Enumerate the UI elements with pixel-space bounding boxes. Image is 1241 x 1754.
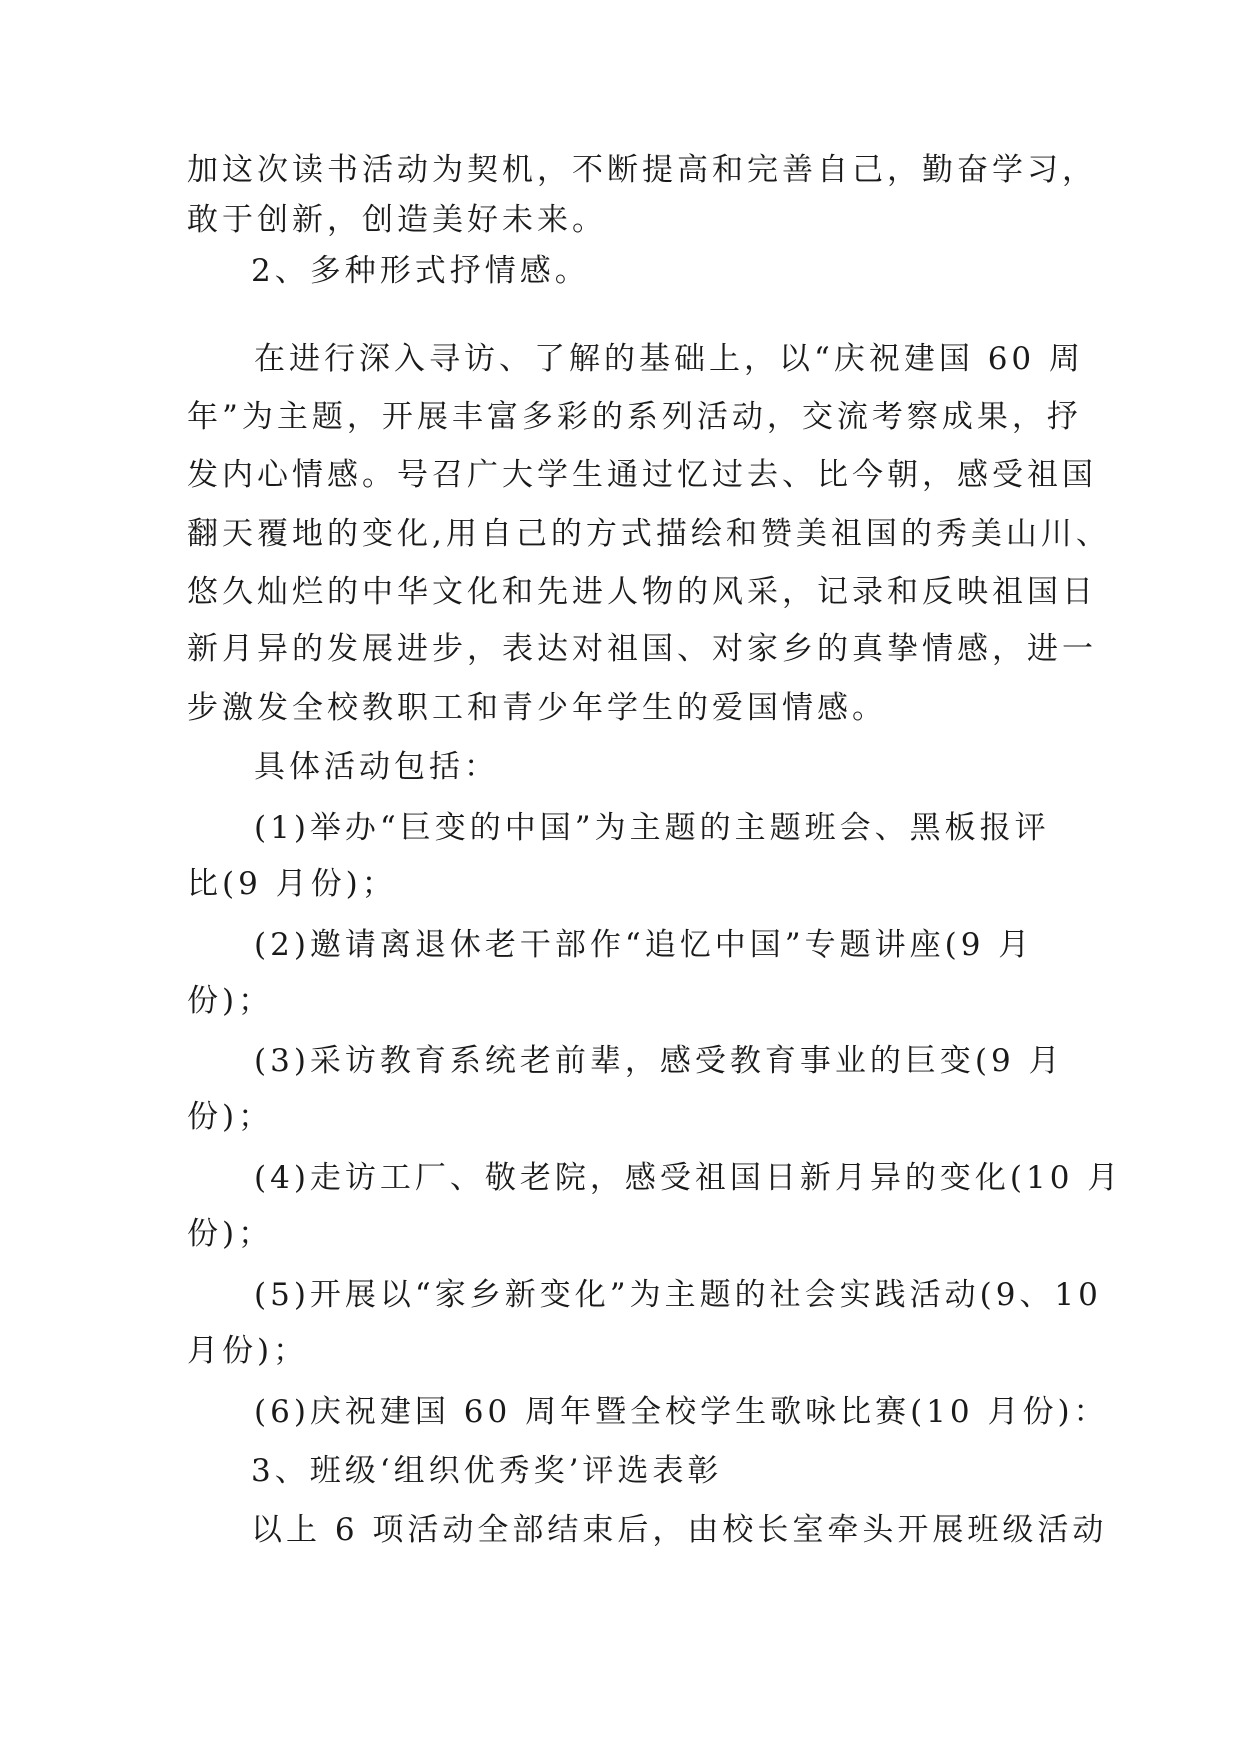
section-heading: 3、班级‘组织优秀奖’评选表彰 (251, 1453, 723, 1489)
list-item-continuation: 份)； (187, 983, 274, 1019)
text-line: 翻天覆地的变化,用自己的方式描绘和赞美祖国的秀美山川、 (187, 516, 1111, 552)
list-item-continuation: 月份)； (187, 1333, 309, 1369)
text-line: 以上 6 项活动全部结束后，由校长室牵头开展班级活动 (251, 1512, 1108, 1548)
text-line: 年”为主题，开展丰富多彩的系列活动，交流考察成果，抒 (187, 399, 1082, 435)
text-line: 敢于创新，创造美好未来。 (187, 202, 607, 238)
text-line: 具体活动包括： (254, 749, 499, 785)
list-item: (6)庆祝建国 60 周年暨全校学生歌咏比赛(10 月份)： (254, 1394, 1109, 1430)
list-item: (1)举办“巨变的中国”为主题的主题班会、黑板报评 (254, 810, 1050, 846)
text-line: 发内心情感。号召广大学生通过忆过去、比今朝，感受祖国 (187, 457, 1097, 493)
text-line: 新月异的发展进步，表达对祖国、对家乡的真挚情感，进一 (187, 631, 1097, 667)
list-item: (5)开展以“家乡新变化”为主题的社会实践活动(9、10 (254, 1277, 1102, 1313)
text-line: 步激发全校教职工和青少年学生的爱国情感。 (187, 690, 887, 726)
list-item-continuation: 份)； (187, 1099, 274, 1135)
list-item: (4)走访工厂、敬老院，感受祖国日新月异的变化(10 月 (254, 1160, 1123, 1196)
text-line: 加这次读书活动为契机，不断提高和完善自己，勤奋学习， (187, 152, 1097, 188)
list-item-continuation: 份)； (187, 1216, 274, 1252)
list-item: (2)邀请离退休老干部作“追忆中国”专题讲座(9 月 (254, 927, 1034, 963)
list-item: (3)采访教育系统老前辈，感受教育事业的巨变(9 月 (254, 1043, 1064, 1079)
text-line: 悠久灿烂的中华文化和先进人物的风采，记录和反映祖国日 (187, 574, 1097, 610)
text-line: 在进行深入寻访、了解的基础上，以“庆祝建国 60 周 (254, 341, 1085, 377)
section-heading: 2、多种形式抒情感。 (251, 253, 590, 289)
list-item-continuation: 比(9 月份)； (187, 866, 397, 902)
